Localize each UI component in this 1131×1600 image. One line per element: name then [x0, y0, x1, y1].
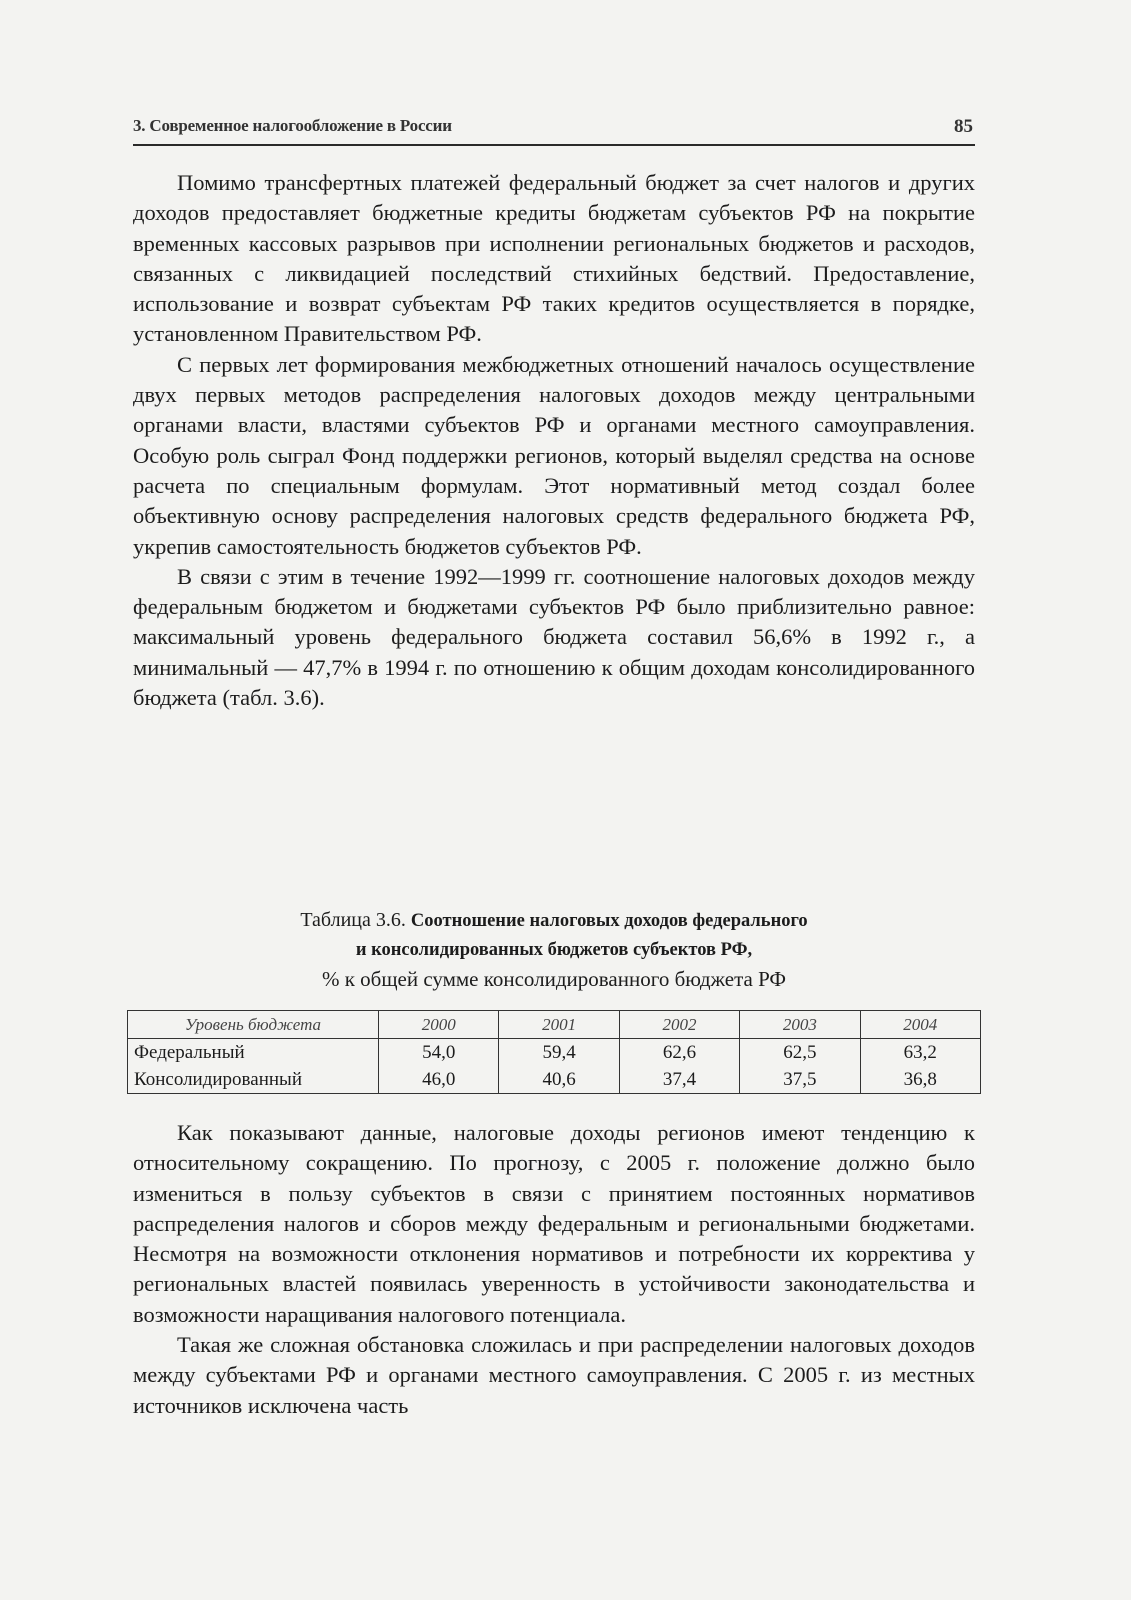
table-cell: 40,6 — [499, 1066, 619, 1094]
table-cell: 54,0 — [379, 1039, 499, 1067]
table-cell: 37,5 — [740, 1066, 860, 1094]
page-number: 85 — [954, 116, 973, 137]
paragraph: В связи с этим в течение 1992—1999 гг. соотношение налоговых доходов между федеральным бюджетом и бюджетами субъектов РФ было приблизительно равное: максимальный уровень федерального бюджета составил 56,6% в 1992 г., а минимальный — 47,7% в 1994 г. по отношению к общим доходам консолидированного бюджета (табл. 3.6). — [133, 563, 975, 711]
table-cell: 63,2 — [860, 1039, 980, 1067]
table-unit: % к общей сумме консолидированного бюджета РФ — [321, 967, 787, 991]
table-title-part1: Соотношение налоговых доходов федерального — [410, 911, 808, 931]
paragraph: Помимо трансфертных платежей федеральный бюджет за счет налогов и других доходов предоставляет бюджетные кредиты бюджетам субъектов РФ на покрытие временных кассовых разрывов при исполнении региональных бюджетов и расходов, связанных с ликвидацией последствий стихийных бедствий. Предоставление, использование и возврат субъектам РФ таких кредитов осуществляется в порядке, установленном Правительством РФ. — [133, 170, 975, 347]
row-label: Федеральный — [128, 1039, 379, 1067]
table-cell: 59,4 — [499, 1039, 619, 1067]
row-label: Консолидированный — [128, 1066, 379, 1094]
column-header: 2004 — [860, 1011, 980, 1039]
paragraph: Такая же сложная обстановка сложилась и при распределении налоговых доходов между субъектами РФ и органами местного самоуправления. С 2005 г. из местных источников исключена часть — [133, 1332, 975, 1418]
table-row — [128, 1066, 981, 1094]
table-caption-line1 — [133, 906, 975, 936]
paragraph: С первых лет формирования межбюджетных отношений началось осуществление двух первых методов распределения налоговых доходов между центральными органами власти, властями субъектов РФ и органами местного самоуправления. Особую роль сыграл Фонд поддержки регионов, который выделял средства на основе расчета по специальным формулам. Этот нормативный метод создал более объективную основу распределения налоговых средств федерального бюджета РФ, укрепив самостоятельность бюджетов субъектов РФ. — [133, 351, 975, 559]
table-number: Таблица 3.6. — [300, 909, 406, 931]
column-header: 2000 — [379, 1011, 499, 1039]
table-cell: 37,4 — [619, 1066, 739, 1094]
column-header: 2002 — [619, 1011, 739, 1039]
table-row — [128, 1039, 981, 1067]
text-block-bottom — [133, 1118, 975, 1421]
text-block-top — [133, 168, 975, 713]
column-header: 2003 — [740, 1011, 860, 1039]
running-header — [133, 116, 975, 146]
chapter-title: 3. Современное налогообложение в России — [133, 116, 452, 135]
budget-ratio-table — [127, 1010, 981, 1094]
column-header: 2001 — [499, 1011, 619, 1039]
table-header-row — [128, 1011, 981, 1039]
column-header: Уровень бюджета — [128, 1011, 379, 1039]
table-cell: 62,6 — [619, 1039, 739, 1067]
table-cell: 62,5 — [740, 1039, 860, 1067]
table-cell: 46,0 — [379, 1066, 499, 1094]
table-caption — [133, 906, 975, 994]
table-cell: 36,8 — [860, 1066, 980, 1094]
paragraph: Как показывают данные, налоговые доходы регионов имеют тенденцию к относительному сокращению. По прогнозу, с 2005 г. положение должно было измениться в пользу субъектов в связи с принятием постоянных нормативов распределения налогов и сборов между федеральным и региональными бюджетами. Несмотря на возможности отклонения нормативов и потребности их корректива у региональных властей появилась уверенность в устойчивости законодательства и возможности наращивания налогового потенциала. — [133, 1120, 975, 1327]
table-title-part2: и консолидированных бюджетов субъектов РФ, — [355, 940, 753, 960]
